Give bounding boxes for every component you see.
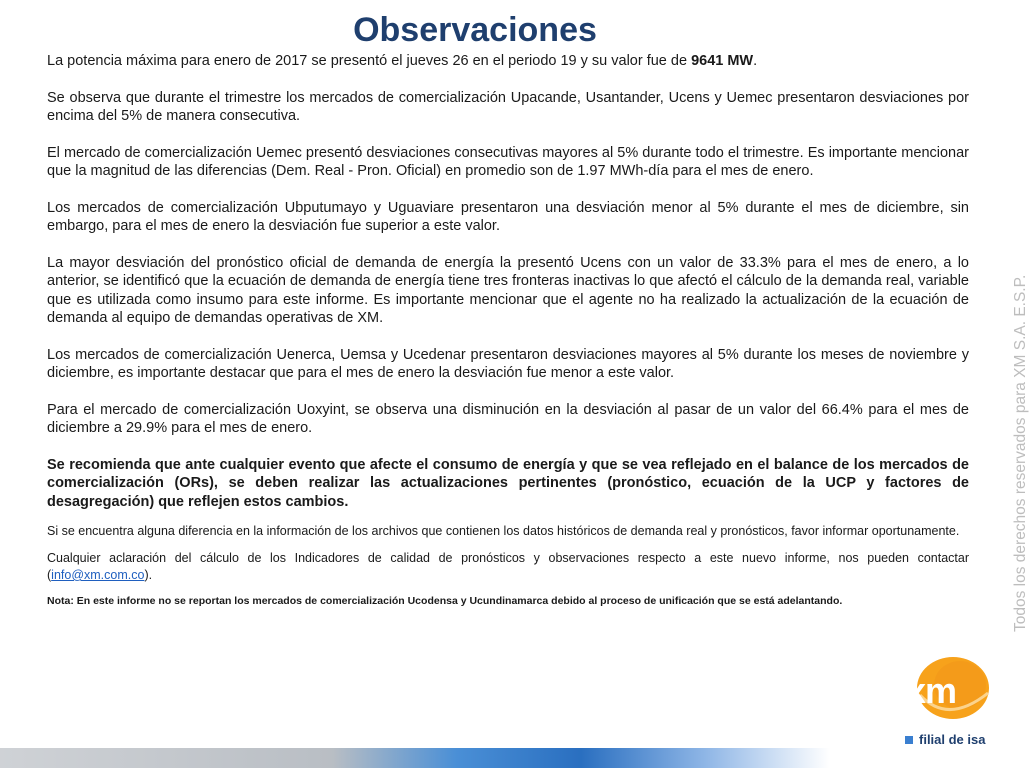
max-power-text: La potencia máxima para enero de 2017 se presentó el jueves 26 en el periodo 19 y su valor fue de: [47, 53, 692, 69]
xm-logo-text: xm: [906, 670, 957, 711]
uenerca-paragraph: Los mercados de comercialización Uenerca, Uemsa y Ucedenar presentaron desviaciones mayores al 5% durante los meses de noviembre y diciembre, es importante destacar que para el mes de enero la desviación fue menor a este valor.: [47, 346, 969, 381]
isa-square-icon: [905, 736, 913, 744]
footnote: Nota: En este informe no se reportan los mercados de comercialización Ucodensa y Ucundinamarca debido al proceso de unificación que se está adelantando.: [47, 595, 843, 607]
page-title: Observaciones: [353, 11, 597, 49]
contact-text: Cualquier aclaración del cálculo de los Indicadores de calidad de pronósticos y observaciones respecto a este nuevo informe, nos pueden contactar (: [47, 551, 969, 582]
observations-body: [47, 52, 969, 608]
ucens-paragraph: La mayor desviación del pronóstico oficial de demanda de energía la presentó Ucens con un valor de 33.3% para el mes de enero, a lo anterior, se identificó que la ecuación de demanda de energía tiene tres fronteras inactivas lo que afectó el cálculo de la demanda real, variable que es utilizada como insumo para este informe. Es importante mencionar que el agente no ha realizado la actualización de la ecuación de demanda al equipo de demandas operativas de XM.: [47, 254, 969, 326]
copyright-watermark: Todos los derechos reservados para XM S.A. E.S.P.: [1012, 274, 1029, 632]
uemec-paragraph: El mercado de comercialización Uemec presentó desviaciones consecutivas mayores al 5% durante todo el trimestre. Es importante mencionar que la magnitud de las diferencias (Dem. Real - Pron. Oficial) en promedio son de 1.97 MWh-día para el mes de enero.: [47, 144, 969, 179]
max-power-value: 9641 MW: [691, 53, 754, 69]
uoxyint-paragraph: Para el mercado de comercialización Uoxyint, se observa una disminución en la desviación al pasar de un valor del 66.4% para el mes de diciembre a 29.9% para el mes de enero.: [47, 401, 969, 436]
trimester-paragraph: Se observa que durante el trimestre los mercados de comercialización Upacande, Usantander, Ucens y Uemec presentaron desviaciones por encima del 5% de manera consecutiva.: [47, 89, 969, 124]
max-power-end: .: [753, 53, 758, 69]
max-power-paragraph: [47, 52, 969, 71]
filial-text: filial de isa: [919, 732, 986, 747]
contact-note: [47, 550, 969, 584]
xm-logo: [898, 655, 994, 721]
recommendation-paragraph: Se recomienda que ante cualquier evento que afecte el consumo de energía y que se vea reflejado en el balance de los mercados de comercialización (ORs), se deben realizar las actualizaciones pertinentes (pronóstico, ecuación de la UCP y factores de desagregación) que reflejen estos cambios.: [47, 456, 969, 510]
differences-note: Si se encuentra alguna diferencia en la información de los archivos que contienen los datos históricos de demanda real y pronósticos, favor informar oportunamente.: [47, 524, 960, 538]
filial-label: [905, 732, 985, 747]
contact-email-link[interactable]: info@xm.com.co: [51, 568, 145, 582]
footer-color-bar: [0, 748, 830, 768]
ubputumayo-paragraph: Los mercados de comercialización Ubputumayo y Uguaviare presentaron una desviación menor al 5% durante el mes de diciembre, sin embargo, para el mes de enero la desviación fue superior a este valor.: [47, 199, 969, 234]
contact-end: ).: [144, 568, 153, 582]
